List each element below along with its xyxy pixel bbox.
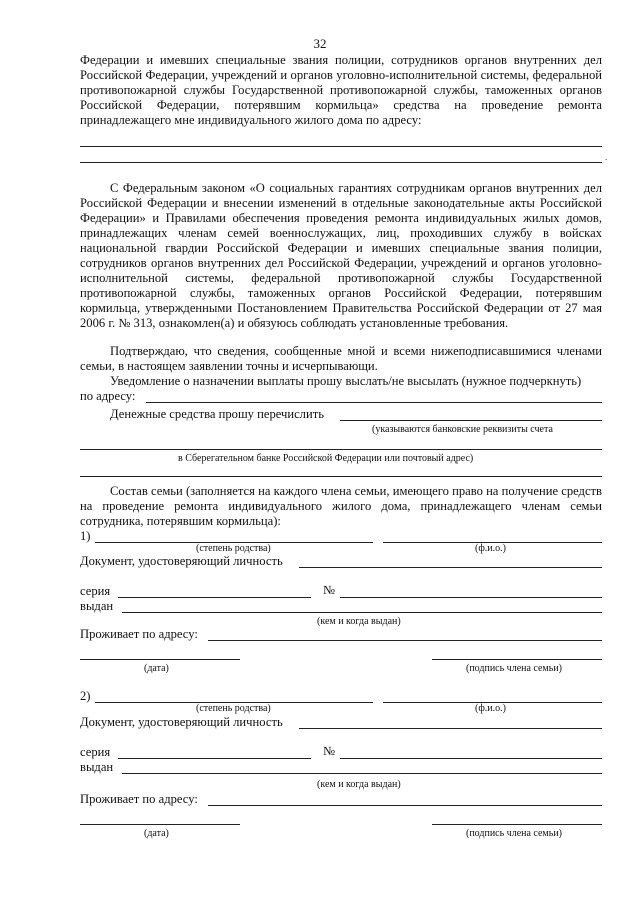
postal-line (80, 476, 602, 477)
member-1-issued-caption: (кем и когда выдан) (317, 616, 401, 627)
member-2-number: 2) (80, 689, 91, 703)
member-2-address-label: Проживает по адресу: (80, 792, 198, 806)
member-2-issued-line (122, 773, 602, 774)
member-2-sign-caption: (подпись члена семьи) (466, 828, 563, 839)
member-2-date-line (80, 824, 240, 825)
bank-details-line (340, 420, 602, 421)
member-1-date-caption: (дата) (144, 663, 169, 674)
member-1-doc-line (299, 567, 602, 568)
family-paragraph: Состав семьи (заполняется на каждого члена семьи, имеющего право на получение средств на проведение ремонта индивидуального жилого дома, принадлежащего членам семьи сотрудника, потерявшим кормильца): (80, 484, 602, 528)
member-2-number-line (340, 758, 602, 759)
member-2-address-line (208, 805, 602, 806)
intro-paragraph: Федерации и имевших специальные звания полиции, сотрудников органов внутренних дел Российской Федерации, учреждений и органов уголовно-исполнительной системы, федеральной противопожарной службы Государственной противопожарной службы, таможенных органов Российской Федерации, потерявшим кормильца» средства на проведение ремонта принадлежащего мне индивидуального жилого дома по адресу: (80, 53, 602, 127)
member-1-series-label: серия (80, 584, 111, 598)
address-line-1 (80, 146, 602, 147)
bank-details-caption: (указываются банковские реквизиты счета (372, 424, 553, 435)
notice-label: Уведомление о назначении выплаты прошу выслать/не высылать (нужное подчеркнуть) (110, 374, 582, 388)
member-1-series-line (118, 597, 311, 598)
page-number: 32 (313, 36, 327, 51)
member-1-issued-line (122, 612, 602, 613)
member-1-issued-label: выдан (80, 599, 114, 613)
member-2-series-label: серия (80, 745, 111, 759)
money-label: Денежные средства прошу перечислить (110, 407, 324, 421)
bank-line (80, 449, 602, 450)
notice-address-line (146, 402, 602, 403)
member-2-series-line (118, 758, 311, 759)
member-1-number: 1) (80, 529, 91, 543)
notice-address-label: по адресу: (80, 389, 136, 403)
member-1-address-line (208, 640, 602, 641)
member-2-issued-caption: (кем и когда выдан) (317, 779, 401, 790)
member-2-kinship-caption: (степень родства) (196, 703, 271, 714)
member-2-issued-label: выдан (80, 760, 114, 774)
member-2-date-caption: (дата) (144, 828, 169, 839)
address-line-2 (80, 162, 602, 163)
member-2-doc-label: Документ, удостоверяющий личность (80, 715, 283, 729)
member-1-sign-caption: (подпись члена семьи) (466, 663, 563, 674)
member-2-fio-caption: (ф.и.о.) (475, 703, 506, 714)
member-1-address-label: Проживает по адресу: (80, 627, 198, 641)
member-2-sign-line (432, 824, 602, 825)
member-1-number-label: № (323, 583, 336, 597)
margin-mark: . (605, 152, 608, 162)
member-1-sign-line (432, 659, 602, 660)
member-1-number-line (340, 597, 602, 598)
member-1-fio-caption: (ф.и.о.) (475, 543, 506, 554)
sber-caption: в Сберегательном банке Российской Федерации или почтовый адрес) (178, 453, 474, 464)
confirm-paragraph: Подтверждаю, что сведения, сообщенные мной и всеми нижеподписавшимися членами семьи, в настоящем заявлении точны и исчерпывающи. (80, 344, 602, 373)
member-2-doc-line (299, 728, 602, 729)
member-1-date-line (80, 659, 240, 660)
member-1-doc-label: Документ, удостоверяющий личность (80, 554, 283, 568)
member-2-number-label: № (323, 744, 336, 758)
member-1-kinship-caption: (степень родства) (196, 543, 271, 554)
law-paragraph: С Федеральным законом «О социальных гарантиях сотрудникам органов внутренних дел Российской Федерации и внесении изменений в отдельные законодательные акты Российской Федерации» и Правилами обеспечения проведения ремонта индивидуальных жилых домов, принадлежащих членам семей военнослужащих, лиц, проходивших службу в войсках национальной гвардии Российской Федерации и имевших специальные звания полиции, сотрудников органов внутренних дел Российской Федерации, учреждений и органов уголовно-исполнительной системы, федеральной противопожарной службы Государственной противопожарной службы, таможенных органов Российской Федерации, потерявшим кормильца, утвержденными Постановлением Правительства Российской Федерации от 27 мая 2006 г. № 313, ознакомлен(а) и обязуюсь соблюдать установленные требования. (80, 181, 602, 330)
